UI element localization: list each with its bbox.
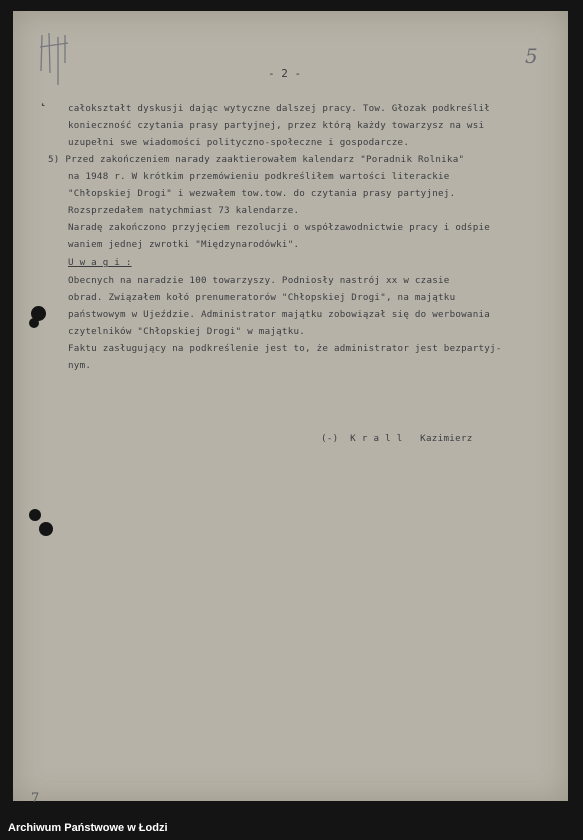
handwritten-page-mark: 5 [525,44,538,68]
handwritten-bottom-mark: 7 [31,791,40,806]
text-line: Rozsprzedałem natychmiast 73 kalendarze. [68,205,300,216]
section-heading-uwagi: U w a g i : [68,257,132,268]
page-number: - 2 - [268,67,302,80]
punch-hole [29,509,41,521]
text-line: waniem jednej zwrotki "Międzynarodówki". [68,239,300,250]
punch-hole [29,318,39,328]
text-line: Faktu zasługujący na podkreślenie jest to, że administrator jest bezpartyj- [68,343,502,354]
text-line: państwowym w Ujeździe. Administrator majątku zobowiązał się do werbowania [68,309,491,320]
text-line: na 1948 r. W krótkim przemówieniu podkreśliłem wartości literackie [68,171,450,182]
text-line: nym. [68,360,92,371]
text-line: całokształt dyskusji dając wytyczne dalszej pracy. Tow. Głozak podkreślił [68,103,491,114]
signature: (-) K r a l l Kazimierz [321,433,473,444]
text-line: czytelników "Chłopskiej Drogi" w majątku. [68,326,306,337]
text-line: Obecnych na naradzie 100 towarzyszy. Podniosły nastrój xx w czasie [68,275,450,286]
text-line: "Chłopskiej Drogi" i wezwałem tow.tow. do czytania prasy partyjnej. [68,188,456,199]
text-line: konieczność czytania prasy partyjnej, przez którą każdy towarzysz na wsi [68,120,485,131]
archive-name: Archiwum Państwowe w Łodzi [8,822,168,834]
text-line: obrad. Związałem kołó prenumeratorów "Chłopskiej Drogi", na majątku [68,292,456,303]
text-line: 5) Przed zakończeniem narady zaaktierowałem kalendarz "Poradnik Rolnika" [48,154,465,165]
margin-tick-mark: ˛ [39,91,48,107]
text-line: Naradę zakończono przyjęciem rezolucji o współzawodnictwie pracy i odśpie [68,222,491,233]
document-page [13,11,568,806]
text-line: uzupełni swe wiadomości polityczno-społeczne i gospodarcze. [68,137,410,148]
punch-hole [39,522,53,536]
margin-scribble [38,29,74,89]
